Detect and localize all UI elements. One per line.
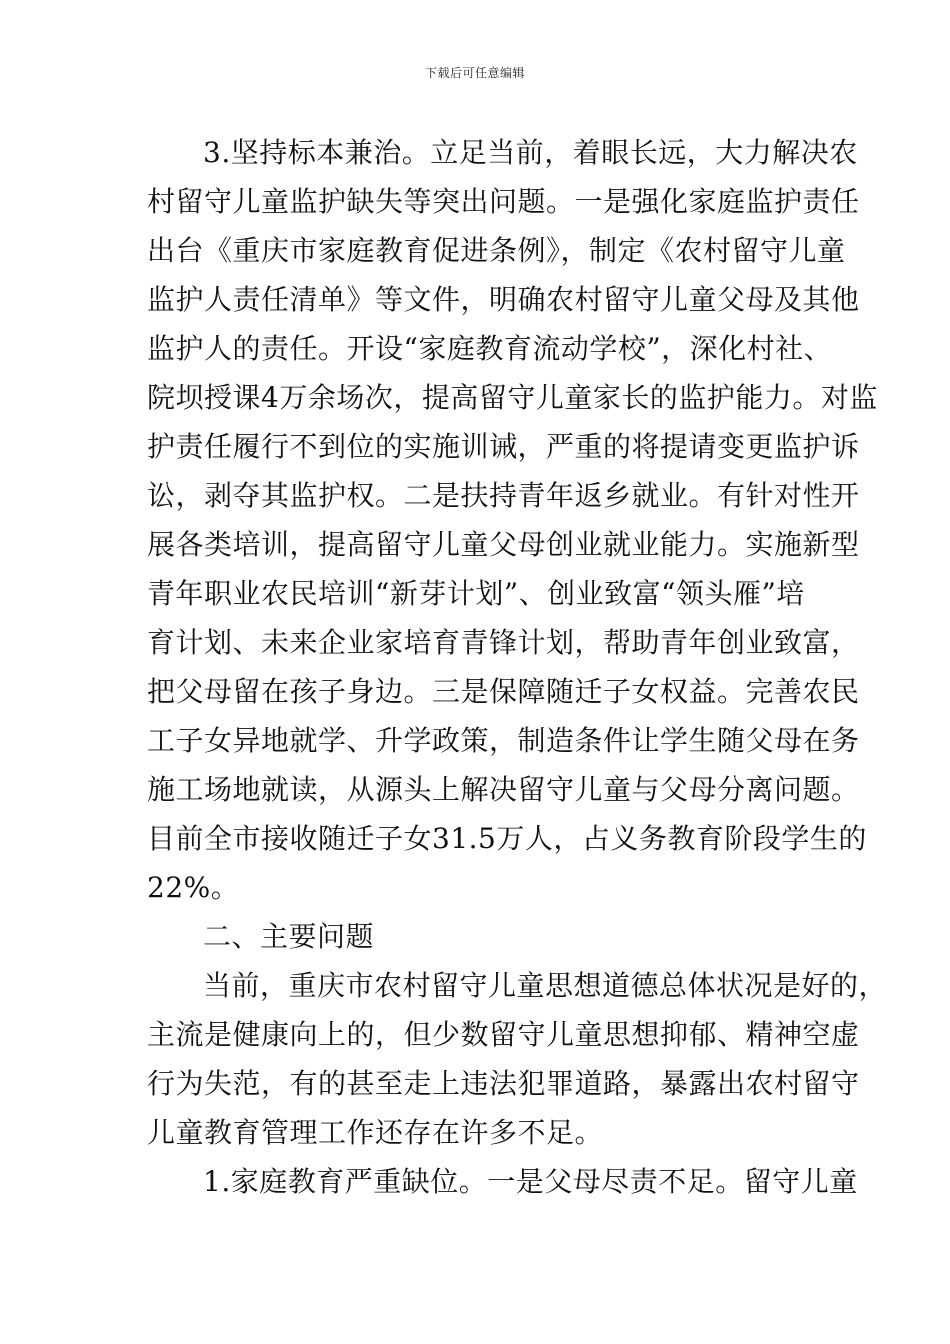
paragraph-3 — [147, 1157, 858, 1206]
paragraph-1 — [147, 128, 878, 912]
text-line: 出台《重庆市家庭教育促进条例》，制定《农村留守儿童 — [147, 234, 846, 267]
text-line: 监护人责任清单》等文件，明确农村留守儿童父母及其他 — [147, 283, 860, 316]
text-line: 院坝授课4万余场次，提高留守儿童家长的监护能力。对监 — [147, 381, 878, 414]
text-line: 1.家庭教育严重缺位。一是父母尽责不足。留守儿童 — [203, 1165, 858, 1198]
text-line: 主流是健康向上的，但少数留守儿童思想抑郁、精神空虚 — [147, 1018, 860, 1051]
text-line: 青年职业农民培训“新芽计划”、创业致富“领头雁”培 — [147, 577, 805, 610]
heading-text: 二、主要问题 — [203, 920, 375, 953]
paragraph-2 — [147, 961, 888, 1157]
text-line: 监护人的责任。开设“家庭教育流动学校”，深化村社、 — [147, 332, 833, 365]
text-line: 施工场地就读，从源头上解决留守儿童与父母分离问题。 — [147, 773, 860, 806]
text-line: 护责任履行不到位的实施训诫，严重的将提请变更监护诉 — [147, 430, 860, 463]
text-line: 目前全市接收随迁子女31.5万人，占义务教育阶段学生的 — [147, 822, 867, 855]
text-line: 展各类培训，提高留守儿童父母创业就业能力。实施新型 — [147, 528, 860, 561]
text-line: 22%。 — [147, 871, 240, 904]
text-line: 工子女异地就学、升学政策，制造条件让学生随父母在务 — [147, 724, 860, 757]
text-line: 儿童教育管理工作还存在许多不足。 — [147, 1116, 604, 1149]
text-line: 村留守儿童监护缺失等突出问题。一是强化家庭监护责任 — [147, 185, 860, 218]
text-line: 把父母留在孩子身边。三是保障随迁子女权益。完善农民 — [147, 675, 860, 708]
document-body — [147, 128, 888, 1206]
text-line: 讼，剥夺其监护权。二是扶持青年返乡就业。有针对性开 — [147, 479, 860, 512]
text-line: 行为失范，有的甚至走上违法犯罪道路，暴露出农村留守 — [147, 1067, 860, 1100]
header-note: 下载后可任意编辑 — [424, 66, 525, 80]
text-line: 育计划、未来企业家培育青锋计划，帮助青年创业致富， — [147, 626, 860, 659]
text-line: 3.坚持标本兼治。立足当前，着眼长远，大力解决农 — [203, 136, 858, 169]
section-heading — [147, 912, 811, 961]
text-line: 当前，重庆市农村留守儿童思想道德总体状况是好的， — [203, 969, 888, 1002]
